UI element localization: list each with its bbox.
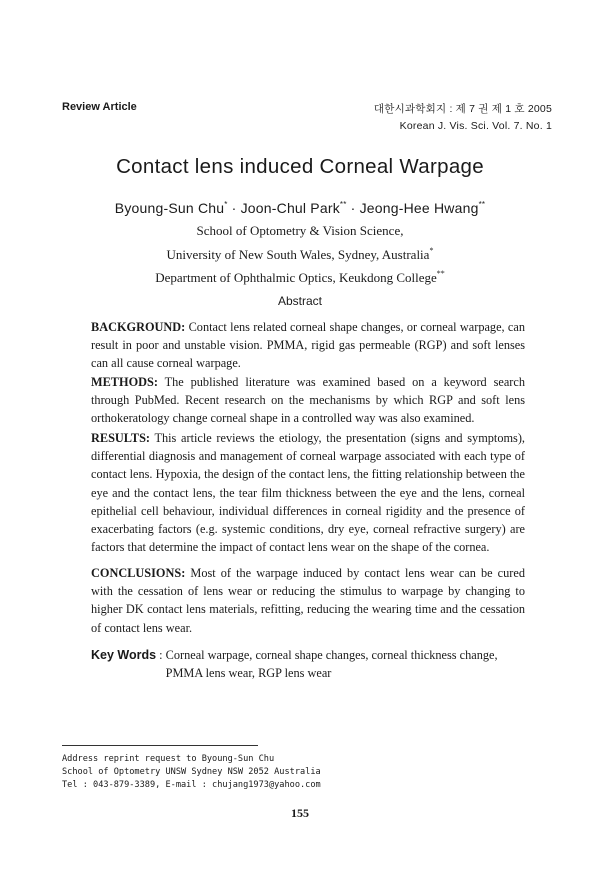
section-label: METHODS: [91, 375, 158, 389]
affiliation-mark: ** [436, 269, 445, 278]
author-name: Jeong-Hee Hwang [359, 200, 479, 216]
footnote-line: Tel : 043-879-3389, E-mail : chujang1973@yahoo.com [62, 779, 321, 790]
section-text: The published literature was examined based on a keyword search through PubMed. Recent research on the mechanisms by which RGP and soft lens orthokeratology change corneal shape in a controlled way was also examined. [91, 375, 525, 426]
journal-info [374, 101, 552, 135]
affiliation-line: Department of Ophthalmic Optics, Keukdong College** [155, 269, 445, 285]
author-name: Joon-Chul Park [240, 200, 340, 216]
section-label: CONCLUSIONS: [91, 566, 186, 580]
keywords-label: Key Words [91, 648, 157, 662]
article-type-label: Review Article [62, 101, 137, 113]
author-list [0, 200, 600, 216]
author-separator: · [227, 200, 241, 216]
section-text: Contact lens related corneal shape changes, or corneal warpage, can result in poor and unstable vision. PMMA, rigid gas permeable (RGP) and soft lenses can all cause corneal warpage. [91, 320, 525, 371]
abstract-methods [91, 373, 525, 428]
affiliation-line: School of Optometry & Vision Science, [196, 223, 404, 238]
paper-title: Contact lens induced Corneal Warpage [116, 155, 484, 178]
abstract-heading: Abstract [277, 294, 322, 308]
author-mark: * [224, 200, 228, 209]
abstract-results [91, 429, 525, 556]
footnote [62, 753, 321, 791]
affiliation-line: University of New South Wales, Sydney, Australia* [166, 245, 434, 262]
author-mark: ** [339, 200, 347, 209]
affiliation-mark: * [429, 245, 434, 255]
journal-english-citation: Korean J. Vis. Sci. Vol. 7. No. 1 [399, 120, 552, 132]
page-number: 155 [291, 806, 309, 820]
journal-korean-citation: 대한시과학회지 : 제 7 권 제 1 호 2005 [373, 103, 552, 115]
author-mark: ** [478, 200, 486, 209]
section-label: RESULTS: [91, 431, 151, 445]
affiliations [0, 221, 600, 288]
author-name: Byoung-Sun Chu [114, 200, 225, 216]
footnote-line: School of Optometry UNSW Sydney NSW 2052 Australia [62, 766, 321, 777]
keywords [91, 646, 531, 682]
section-text: Most of the warpage induced by contact lens wear can be cured with the cessation of lens wear or reducing the stimulus to warpage by changing to higher DK contact lens materials, refitting, reducing the wearing time and the cessation of contact lens wear. [91, 566, 525, 635]
section-text: This article reviews the etiology, the presentation (signs and symptoms), differential diagnosis and management of corneal warpage associated with each type of contact lens. Hypoxia, the design of the contact lens, the fitting relationship between the eye and the contact lens, the tear film thickness between the eye and the lens, corneal epithelial cell behaviour, individual differences in corneal rigidity and the presence of exacerbating factors (e.g. systemic conditions, dry eye, corneal refractive surgery) are factors that determine the impact of contact lens wear on the shape of the cornea. [91, 431, 525, 555]
abstract-conclusions [91, 564, 525, 637]
footnote-line: Address reprint request to Byoung-Sun Chu [62, 754, 275, 764]
keywords-separator: : [156, 648, 166, 662]
abstract-background [91, 318, 525, 373]
keywords-text: Corneal warpage, corneal shape changes, corneal thickness change, PMMA lens wear, RGP lens wear [165, 648, 498, 681]
section-label: BACKGROUND: [91, 320, 186, 334]
author-separator: · [346, 200, 360, 216]
footnote-divider [62, 745, 258, 746]
